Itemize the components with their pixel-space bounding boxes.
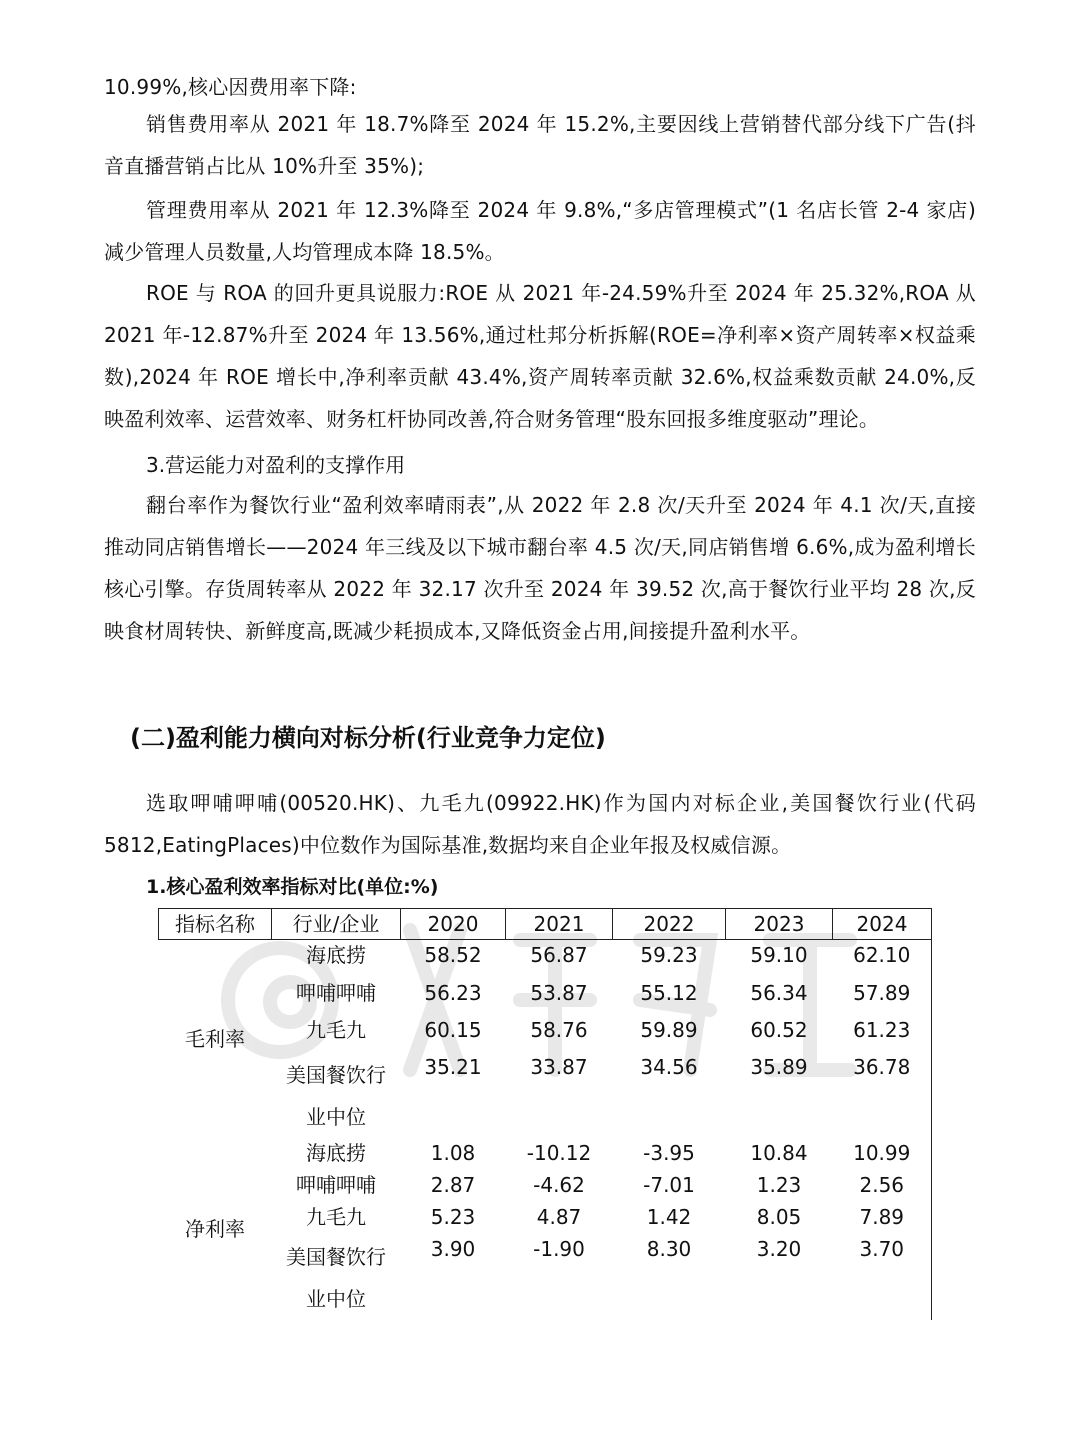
section-title: (二)盈利能力横向对标分析(行业竞争力定位) — [130, 724, 606, 752]
value-cell: 3.70 — [833, 1234, 932, 1320]
header-2024: 2024 — [833, 909, 932, 940]
metrics-table — [158, 908, 932, 1320]
value-cell: -1.90 — [533, 1237, 585, 1261]
value-cell: 10.84 — [750, 1141, 808, 1165]
value-cell: 4.87 — [536, 1205, 582, 1229]
value-cell: 2.56 — [833, 1170, 932, 1202]
value-cell: 8.05 — [756, 1205, 802, 1229]
entity-cell-text: 美国餐饮行业中位 — [286, 1245, 386, 1311]
value-cell: 5.23 — [430, 1205, 476, 1229]
table-row — [159, 1202, 932, 1234]
paragraph-admin-expense: 管理费用率从 2021 年 12.3%降至 2024 年 9.8%,“多店管理模式”(1 名店长管 2-4 家店)减少管理人员数量,人均管理成本降 18.5%。 — [104, 198, 976, 264]
value-cell: 53.87 — [530, 981, 588, 1005]
table-caption: 1.核心盈利效率指标对比(单位:%) — [146, 876, 439, 898]
header-2020: 2020 — [401, 909, 506, 940]
value-cell: -3.95 — [643, 1141, 695, 1165]
table-row — [159, 940, 932, 979]
value-cell: 35.89 — [750, 1055, 808, 1079]
header-2023: 2023 — [726, 909, 833, 940]
value-cell: 62.10 — [833, 940, 932, 979]
value-cell: 59.10 — [750, 943, 808, 967]
value-cell: -7.01 — [643, 1173, 695, 1197]
entity-cell: 海底捞 — [306, 943, 366, 967]
value-cell: -4.62 — [533, 1173, 585, 1197]
table-row — [159, 1170, 932, 1202]
value-cell: 3.90 — [430, 1237, 476, 1261]
table-row — [159, 1052, 932, 1138]
value-cell: 1.08 — [430, 1141, 476, 1165]
value-cell: 58.52 — [424, 943, 482, 967]
entity-cell: 呷哺呷哺 — [296, 981, 376, 1005]
entity-cell — [272, 1052, 401, 1138]
value-cell: 10.99 — [833, 1138, 932, 1170]
value-cell: 35.21 — [424, 1055, 482, 1079]
value-cell: 34.56 — [640, 1055, 698, 1079]
value-cell: 60.52 — [750, 1018, 808, 1042]
value-cell: 3.20 — [756, 1237, 802, 1261]
entity-cell: 海底捞 — [306, 1141, 366, 1165]
value-cell: 57.89 — [833, 978, 932, 1015]
value-cell: 8.30 — [646, 1237, 692, 1261]
entity-cell: 九毛九 — [306, 1205, 366, 1229]
value-cell: 2.87 — [430, 1173, 476, 1197]
value-cell: 1.42 — [646, 1205, 692, 1229]
paragraph-turnover: 翻台率作为餐饮行业“盈利效率晴雨表”,从 2022 年 2.8 次/天升至 2024 年 4.1 次/天,直接推动同店销售增长——2024 年三线及以下城市翻台率 4.5 次/天,同店销售增 6.6%,成为盈利增长核心引擎。存货周转率从 2022 年 32.17 次升至 2024 年 39.52 次,高于餐饮行业平均 28 次,反映食材周转快、新鲜度高,既减少耗损成本,又降低资金占用,间接提升盈利水平。 — [104, 493, 976, 643]
metric-net-margin: 净利率 — [185, 1217, 245, 1241]
entity-cell: 呷哺呷哺 — [296, 1173, 376, 1197]
value-cell: 55.12 — [640, 981, 698, 1005]
subsection-heading-operations: 3.营运能力对盈利的支撑作用 — [146, 453, 406, 477]
entity-cell-text: 美国餐饮行业中位 — [286, 1063, 386, 1129]
table-row — [159, 978, 932, 1015]
value-cell: 36.78 — [833, 1052, 932, 1138]
value-cell: 7.89 — [833, 1202, 932, 1234]
value-cell: 60.15 — [424, 1018, 482, 1042]
header-2022: 2022 — [613, 909, 726, 940]
value-cell: 56.23 — [424, 981, 482, 1005]
value-cell: -10.12 — [526, 1141, 592, 1165]
value-cell: 1.23 — [756, 1173, 802, 1197]
header-entity: 行业/企业 — [272, 909, 401, 940]
metric-gross-margin: 毛利率 — [185, 1027, 245, 1051]
table-row — [159, 1015, 932, 1052]
value-cell: 33.87 — [530, 1055, 588, 1079]
value-cell: 59.23 — [640, 943, 698, 967]
header-2021: 2021 — [506, 909, 613, 940]
header-metric: 指标名称 — [159, 909, 272, 940]
table-row — [159, 1234, 932, 1320]
value-cell: 56.34 — [750, 981, 808, 1005]
value-cell: 59.89 — [640, 1018, 698, 1042]
paragraph-fee-rate-intro: 10.99%,核心因费用率下降: — [104, 75, 357, 99]
entity-cell: 九毛九 — [306, 1018, 366, 1042]
entity-cell — [272, 1234, 401, 1320]
paragraph-sales-expense: 销售费用率从 2021 年 18.7%降至 2024 年 15.2%,主要因线上营销替代部分线下广告(抖音直播营销占比从 10%升至 35%); — [104, 112, 976, 178]
value-cell: 58.76 — [530, 1018, 588, 1042]
paragraph-benchmark-intro: 选取呷哺呷哺(00520.HK)、九毛九(09922.HK)作为国内对标企业,美国餐饮行业(代码 5812,EatingPlaces)中位数作为国际基准,数据均来自企业年报及权威信源。 — [104, 791, 976, 857]
table-row — [159, 1138, 932, 1170]
table-header-row — [159, 909, 932, 940]
value-cell: 61.23 — [833, 1015, 932, 1052]
value-cell: 56.87 — [530, 943, 588, 967]
paragraph-roe-roa: ROE 与 ROA 的回升更具说服力:ROE 从 2021 年-24.59%升至 2024 年 25.32%,ROA 从 2021 年-12.87%升至 2024 年 13.56%,通过杜邦分析拆解(ROE=净利率×资产周转率×权益乘数),2024 年 ROE 增长中,净利率贡献 43.4%,资产周转率贡献 32.6%,权益乘数贡献 24.0%,反映盈利效率、运营效率、财务杠杆协同改善,符合财务管理“股东回报多维度驱动”理论。 — [104, 281, 976, 431]
